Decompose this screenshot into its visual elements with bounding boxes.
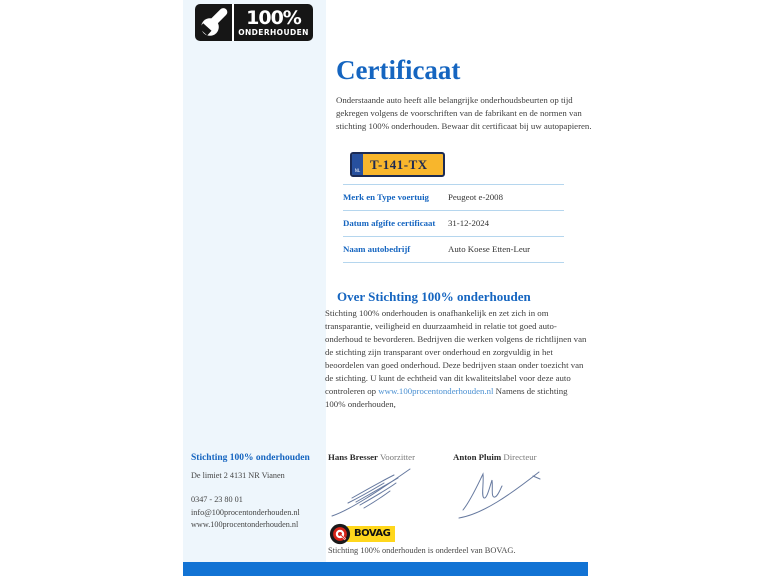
certificate-page — [183, 0, 592, 576]
table-row — [343, 185, 564, 211]
row-label: Naam autobedrijf — [343, 244, 411, 254]
signature-director — [453, 452, 578, 527]
footer-phone: 0347 - 23 80 01 — [191, 495, 243, 504]
row-value: 31-12-2024 — [448, 218, 490, 228]
signatory-name: Anton Pluim — [453, 452, 502, 462]
logo-percent-text: 100% — [246, 6, 301, 29]
about-text-before-link: Stichting 100% onderhouden is onafhankelijk en zet zich in om transparantie, veiligheid en duurzaamheid in relatie tot goed auto-onderhoud te bevorderen. Bedrijven die werken volgens de richtlijnen van de stichting zijn transparant over onderhoud en zorgvuldig in het beoordelen van goed onderhoud. Deze bedrijven staan onder toezicht van de stichting. U kunt de echtheid van dit kwaliteitslabel voor deze auto controleren op — [325, 308, 587, 396]
wrench-icon — [195, 4, 232, 41]
bovag-emblem-icon — [329, 523, 351, 545]
logo-wordmark — [234, 4, 313, 41]
logo-name-text: ONDERHOUDEN — [238, 27, 309, 37]
certificate-details-table — [343, 184, 564, 263]
verification-link[interactable]: www.100procentonderhouden.nl — [378, 386, 494, 396]
signature-scribble-icon — [328, 464, 428, 522]
footer-org-name: Stichting 100% onderhouden — [191, 453, 310, 463]
footer-website: www.100procentonderhouden.nl — [191, 520, 299, 529]
footer-email: info@100procentonderhouden.nl — [191, 507, 300, 517]
bottom-accent-bar — [183, 562, 588, 576]
signatures-block — [328, 452, 578, 527]
plate-number: T-141-TX — [370, 156, 428, 172]
signatory-role: Voorzitter — [379, 452, 415, 462]
signature-scribble-icon — [453, 464, 553, 522]
footer-contact-block — [191, 494, 323, 532]
license-plate — [350, 152, 445, 177]
intro-paragraph: Onderstaande auto heeft alle belangrijke onderhoudsbeurten op tijd gekregen volgens de voorschriften van de fabrikant en de normen van stichting 100% onderhouden. Bewaar dit certificaat bij uw autopapieren. — [336, 95, 592, 131]
row-value: Peugeot e-2008 — [448, 192, 503, 202]
table-row — [343, 211, 564, 237]
about-section-heading: Over Stichting 100% onderhouden — [337, 289, 531, 304]
signatory-name-role — [328, 452, 453, 462]
about-paragraph — [325, 307, 590, 411]
bovag-logo — [329, 523, 395, 545]
table-row — [343, 237, 564, 263]
plate-country-band: NL — [352, 154, 363, 175]
row-value: Auto Koese Etten-Leur — [448, 244, 531, 254]
footer-address: De limiet 2 4131 NR Vianen — [191, 471, 285, 480]
row-label: Merk en Type voertuig — [343, 192, 429, 202]
page-title: Certificaat — [336, 55, 461, 85]
signatory-role: Directeur — [503, 452, 537, 462]
signatory-name-role — [453, 452, 578, 462]
signatory-name: Hans Bresser — [328, 452, 378, 462]
about-text-after-link: Namens de stichting 100% onderhouden, — [325, 386, 568, 409]
stichting-100-onderhouden-logo — [195, 4, 313, 41]
signature-chairman — [328, 452, 453, 527]
bovag-caption: Stichting 100% onderhouden is onderdeel van BOVAG. — [328, 546, 516, 555]
bovag-wordmark: BOVAG — [347, 526, 395, 542]
row-label: Datum afgifte certificaat — [343, 218, 436, 228]
